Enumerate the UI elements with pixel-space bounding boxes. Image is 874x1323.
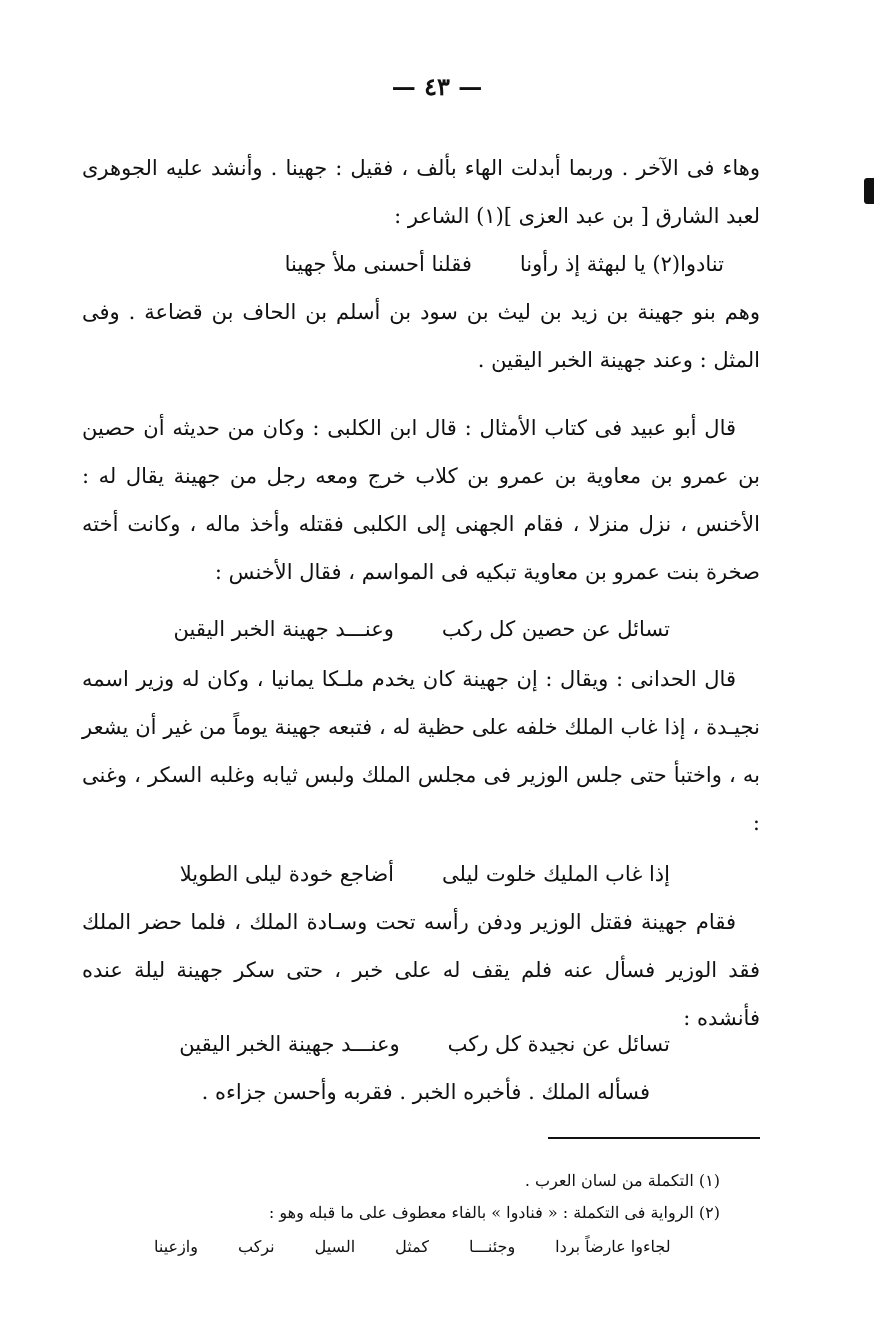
footnote-verse-word: السيل [314, 1237, 356, 1256]
verse-second-hemistich: فقلنا أحسنى ملأ جهينا [284, 252, 472, 276]
verse-second-hemistich: وعنـــد جهينة الخبر اليقين [179, 1032, 400, 1056]
paragraph-3 [82, 404, 760, 596]
paragraph-1 [82, 144, 760, 240]
footnote-2: (٢) الرواية فى التكملة : « فنادوا » بالفاء معطوف على ما قبله وهو : [268, 1203, 720, 1222]
paragraph-2 [82, 288, 760, 384]
verse-first-hemistich: تسائل عن حصين كل ركب [441, 617, 670, 641]
verse-second-hemistich: أضاجع خودة ليلى الطويلا [179, 862, 395, 886]
footnote-verse-word: لجاءوا عارضاً بردا [555, 1237, 671, 1256]
paragraph-text: قال الحدانى : ويقال : إن جهينة كان يخدم ملـكا يمانيا ، وكان له وزير اسمه نجيـدة ، إذا غاب الملك خلفه على حظية له ، فتبعه جهينة يوماً من غير أن يشعر به ، واختبأ حتى جلس الوزير فى مجلس الملك ولبس ثيابه وغلبه السكر ، وغنى : [82, 667, 760, 835]
footnote-verse-word: وجئنـــا [468, 1237, 516, 1256]
paragraph-4 [82, 655, 760, 847]
verse-first-hemistich: تسائل عن نجيدة كل ركب [447, 1032, 670, 1056]
paragraph-text: قال أبو عبيد فى كتاب الأمثال : قال ابن الكلبى : وكان من حديثه أن حصين بن عمرو بن معاوية بن عمرو بن كلاب خرج ومعه رجل من جهينة يقال له : الأخنس ، نزل منزلا ، فقام الجهنى إلى الكلبى فقتله وأخذ ماله ، وكانت أخته صخرة بنت عمرو بن معاوية تبكيه فى المواسم ، فقال الأخنس : [82, 416, 760, 584]
verse-first-hemistich: تنادوا(٢) يا لبهثة إذ رأونا [519, 252, 724, 276]
paragraph-text: فقام جهينة فقتل الوزير ودفن رأسه تحت وسـادة الملك ، فلما حضر الملك فقد الوزير فسأل عنه فلم يقف له على خبر ، حتى سكر جهينة ليلة عنده فأنشده : [82, 910, 760, 1030]
footnote-2-verse [154, 1234, 671, 1260]
paragraph-text: وهم بنو جهينة بن زيد بن ليث بن سود بن أسلم بن الحاف بن قضاعة . وفى المثل : وعند جهينة الخبر اليقين . [82, 300, 760, 372]
footnote-verse-word: كمثل [395, 1237, 429, 1256]
verse-second-hemistich: وعنـــد جهينة الخبر اليقين [173, 617, 394, 641]
footnote-verse-word: نركب [237, 1237, 275, 1256]
verse-first-hemistich: إذا غاب المليك خلوت ليلى [442, 862, 670, 886]
paragraph-6 [82, 1068, 760, 1116]
paragraph-text: وهاء فى الآخر . وربما أبدلت الهاء بألف ، فقيل : جهينا . وأنشد عليه الجوهرى لعبد الشارق [ بن عبد العزى ](١) الشاعر : [82, 156, 760, 228]
footnote-separator [548, 1137, 760, 1139]
footnote-1: (١) التكملة من لسان العرب . [524, 1171, 720, 1190]
page-edge-mark [864, 178, 874, 204]
footnote-verse-word: وازعينا [154, 1237, 198, 1256]
paragraph-text: فسأله الملك . فأخبره الخبر . فقربه وأحسن جزاءه . [201, 1080, 650, 1104]
verse-1 [285, 240, 724, 288]
page-number: — ٤٣ — [391, 72, 483, 101]
verse-4 [179, 1020, 670, 1068]
verse-3 [180, 850, 670, 898]
verse-2 [174, 605, 670, 653]
